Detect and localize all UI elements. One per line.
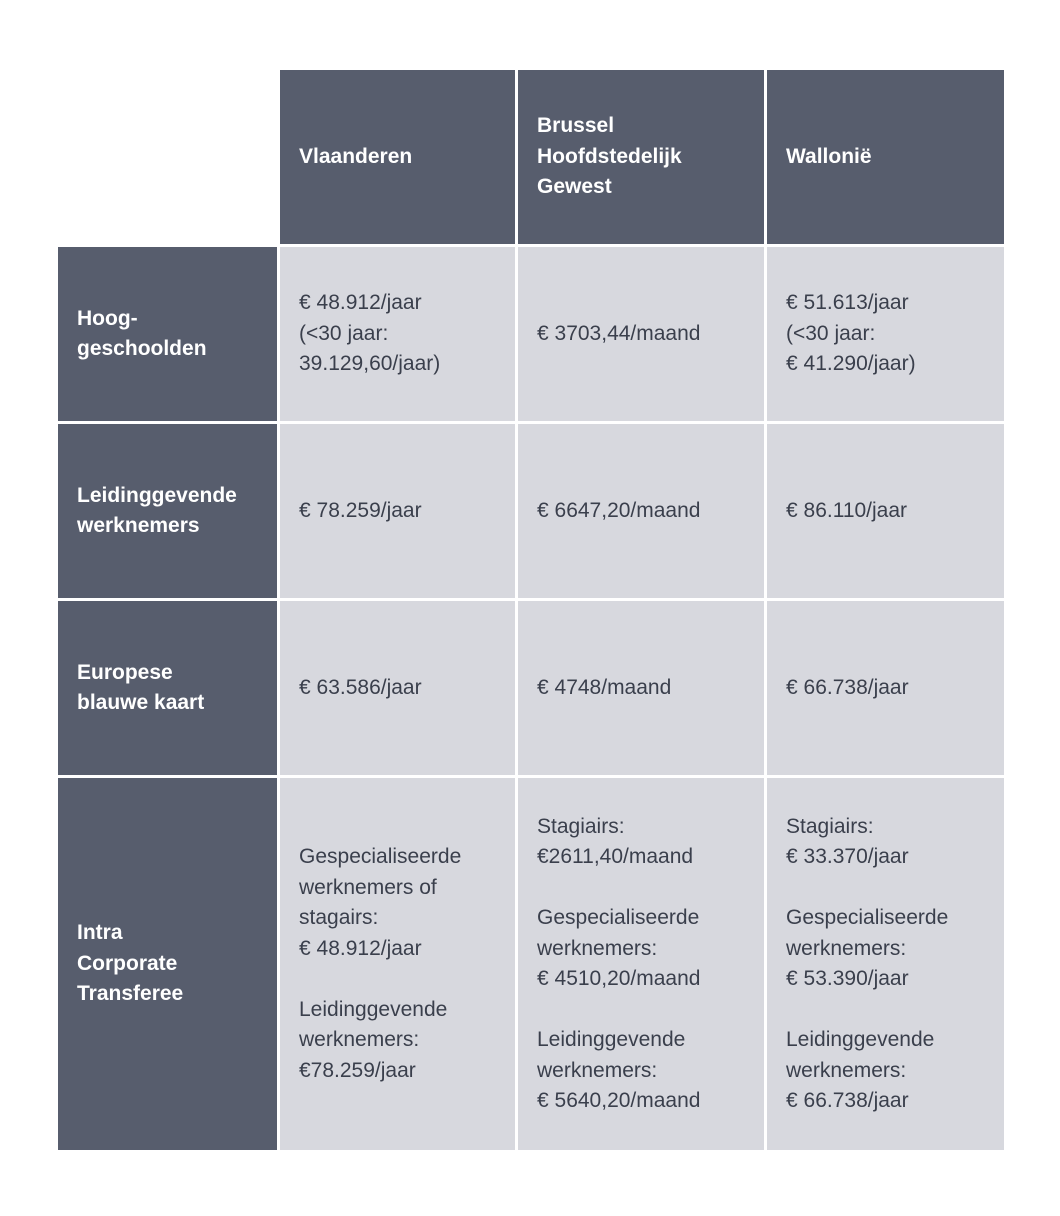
column-header-vlaanderen: Vlaanderen	[280, 70, 515, 244]
table-cell: € 66.738/jaar	[767, 601, 1004, 775]
row-header-hooggeschoolden: Hoog- geschoolden	[58, 247, 277, 421]
row-header-intra-corporate-transferee: Intra Corporate Transferee	[58, 778, 277, 1150]
table-cell: € 3703,44/maand	[518, 247, 764, 421]
table-cell: Stagiairs: € 33.370/jaar Gespecialiseerde werknemers: € 53.390/jaar Leidinggevende werknemers: € 66.738/jaar	[767, 778, 1004, 1150]
table-cell: € 48.912/jaar (<30 jaar: 39.129,60/jaar)	[280, 247, 515, 421]
table-cell: € 63.586/jaar	[280, 601, 515, 775]
table-cell: € 78.259/jaar	[280, 424, 515, 598]
column-header-brussel: Brussel Hoofdstedelijk Gewest	[518, 70, 764, 244]
row-header-europese-blauwe-kaart: Europese blauwe kaart	[58, 601, 277, 775]
table-cell: Stagiairs: €2611,40/maand Gespecialiseerde werknemers: € 4510,20/maand Leidinggevende werknemers: € 5640,20/maand	[518, 778, 764, 1150]
column-header-wallonie: Wallonië	[767, 70, 1004, 244]
table-cell: € 4748/maand	[518, 601, 764, 775]
table-cell: € 51.613/jaar (<30 jaar: € 41.290/jaar)	[767, 247, 1004, 421]
table-corner	[58, 70, 277, 244]
table-cell: Gespecialiseerde werknemers of stagairs: € 48.912/jaar Leidinggevende werknemers: €78.259/jaar	[280, 778, 515, 1150]
table-cell: € 86.110/jaar	[767, 424, 1004, 598]
table-cell: € 6647,20/maand	[518, 424, 764, 598]
salary-table	[58, 70, 1004, 1150]
row-header-leidinggevende: Leidinggevende werknemers	[58, 424, 277, 598]
